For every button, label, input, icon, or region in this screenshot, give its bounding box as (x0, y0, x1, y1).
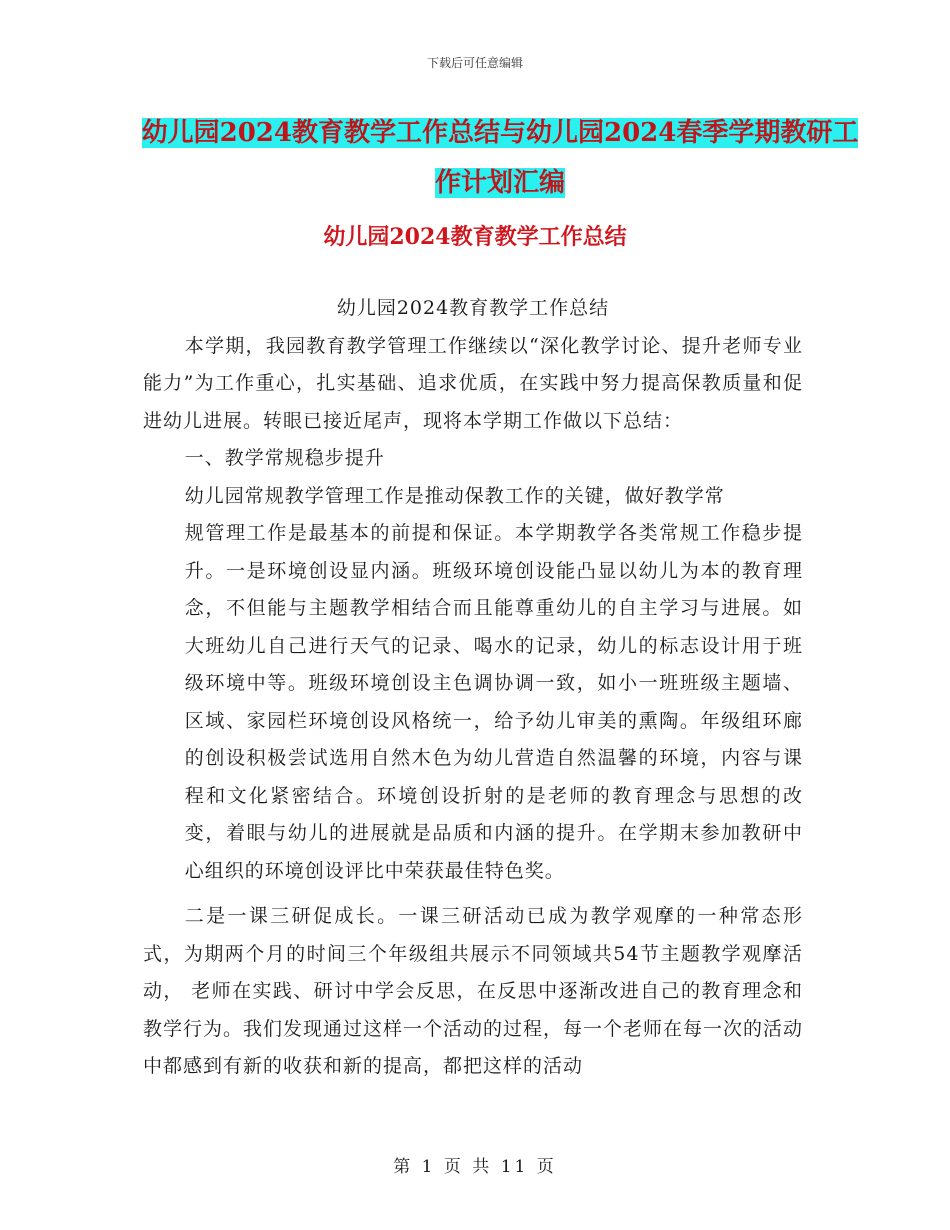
heading-teaching-routine: 一、教学常规稳步提升 (184, 447, 385, 469)
section-title: 幼儿园2024教育教学工作总结 (323, 224, 627, 250)
page-number: 第 1 页 共 11 页 (393, 1157, 557, 1177)
subtitle: 幼儿园2024教育教学工作总结 (336, 297, 610, 319)
document-body (143, 290, 803, 1086)
header-note: 下载后可任意编辑 (426, 56, 523, 70)
paragraph-intro: 本学期，我园教育教学管理工作继续以“深化教学讨论、提升老师专业能力”为工作重心，扎实基础、追求优质，在实践中努力提高保教质量和促进幼儿进展。转眼已接近尾声，现将本学期工作做以下总结： (143, 334, 803, 432)
paragraph-lesson-study: 二是一课三研促成长。一课三研活动已成为教学观摩的一种常态形式，为期两个月的时间三个年级组共展示不同领域共54节主题教学观摩活动， 老师在实践、研讨中学会反思，在反思中逐渐改进自己的教育理念和教学行为。我们发现通过这样一个活动的过程，每一个老师在每一次的活动中都感到有新的收获和新的提高，都把这样的活动 (143, 905, 804, 1077)
document-title-text: 幼儿园2024教育教学工作总结与幼儿园2024春季学期教研工作计划汇编 (141, 118, 859, 198)
paragraph-routine-lead: 幼儿园常规教学管理工作是推动保教工作的关键，做好教学常 (184, 484, 725, 507)
paragraph-routine-body: 规管理工作是最基本的前提和保证。本学期教学各类常规工作稳步提升。一是环境创设显内涵。班级环境创设能凸显以幼儿为本的教育理念，不但能与主题教学相结合而且能尊重幼儿的自主学习与进展。如大班幼儿自己进行天气的记录、喝水的记录，幼儿的标志设计用于班级环境中等。班级环境创设主色调协调一致，如小一班班级主题墙、区域、家园栏环境创设风格统一，给予幼儿审美的熏陶。年级组环廊的创设积极尝试选用自然木色为幼儿营造自然温馨的环境，内容与课程和文化紧密结合。环境创设折射的是老师的教育理念与思想的改变，着眼与幼儿的进展就是品质和内涵的提升。在学期末参加教研中心组织的环境创设评比中荣获最佳特色奖。 (184, 522, 803, 882)
document-title (140, 108, 860, 208)
